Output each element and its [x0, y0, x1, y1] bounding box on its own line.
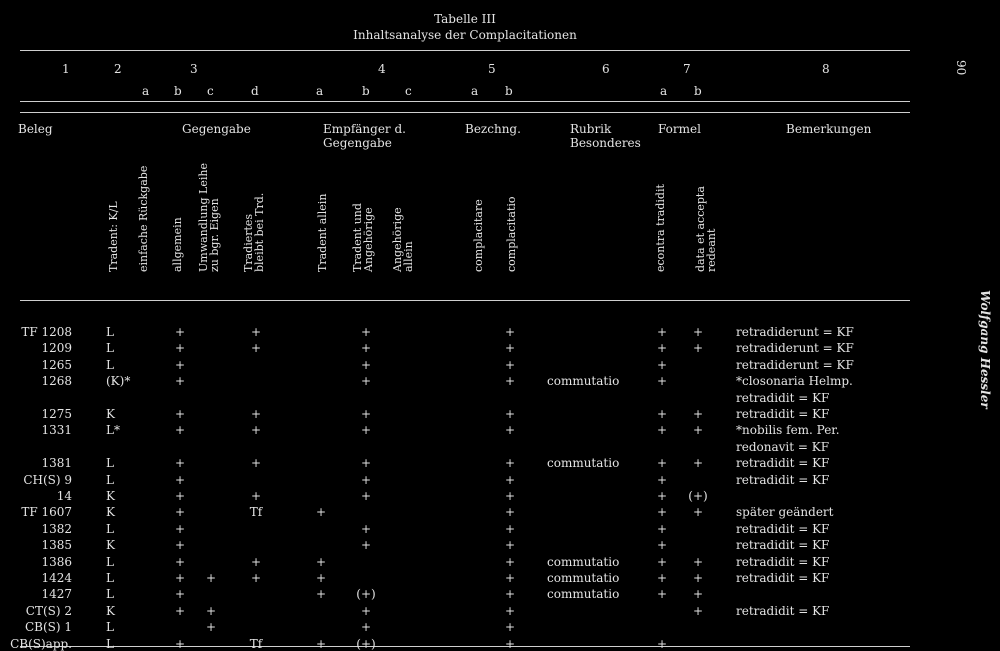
row-tradent-kl: L: [106, 456, 114, 471]
rotated-header-line: Tradent: K/L: [107, 201, 120, 272]
row-mark-trd: +: [250, 407, 262, 421]
row-mark-cplo: +: [504, 472, 516, 487]
row-mark-allg: +: [174, 472, 186, 487]
rotated-header: [108, 201, 119, 272]
rotated-header-line: Angehörige: [362, 207, 375, 272]
row-mark-data: +: [692, 456, 704, 471]
row-mark-allg: +: [174, 571, 186, 585]
rotated-header-line: Umwandlung Leihe: [197, 163, 210, 272]
rotated-header-line: einfache Rückgabe: [137, 165, 150, 272]
row-mark-data: +: [692, 325, 704, 339]
header-empfaenger-2: Gegengabe: [323, 136, 392, 150]
row-rubrik: commutatio: [547, 374, 620, 389]
row-tradent-kl: (K)*: [106, 374, 131, 389]
table-subtitle: Inhaltsanalyse der Complacitationen: [353, 28, 577, 42]
header-rubrik-1: Rubrik: [570, 122, 612, 136]
row-mark-econ: +: [656, 554, 668, 569]
row-tradent-kl: L: [106, 620, 114, 635]
column-sub-letter: c: [405, 84, 412, 98]
column-number: 1: [62, 62, 70, 76]
rotated-header: [655, 184, 666, 272]
row-mark-ang: +: [360, 456, 372, 471]
row-mark-allg: +: [174, 521, 186, 536]
row-rubrik: commutatio: [547, 554, 620, 569]
running-head: Wolfgang Hessler: [978, 290, 992, 409]
rule-under-headers: [20, 112, 910, 113]
row-mark-cplo: +: [504, 538, 516, 553]
row-mark-trd: +: [250, 325, 262, 339]
row-beleg: TF 1208: [21, 325, 72, 339]
row-mark-cplo: +: [504, 603, 516, 618]
column-sub-letter: b: [694, 84, 702, 98]
row-beleg: 1386: [41, 554, 72, 569]
rotated-header-line: econtra tradidit: [654, 184, 667, 272]
row-mark-trd: +: [250, 456, 262, 471]
rotated-header-line: bleibt bei Trd.: [253, 192, 266, 272]
row-mark-umw: +: [205, 603, 217, 618]
row-mark-cplo: +: [504, 407, 516, 421]
column-number: 8: [822, 62, 830, 76]
row-mark-econ: +: [656, 374, 668, 389]
row-mark-data: +: [692, 554, 704, 569]
column-sub-letter: b: [505, 84, 513, 98]
row-beleg: 1424: [41, 571, 72, 585]
row-mark-cplo: +: [504, 505, 516, 520]
row-bemerkung: retradidit = KF: [736, 538, 830, 553]
column-sub-letter: c: [207, 84, 214, 98]
rotated-header: [352, 203, 374, 272]
rotated-header: [506, 196, 517, 272]
column-number: 7: [683, 62, 691, 76]
rotated-header: [695, 186, 717, 272]
row-bemerkung: später geändert: [736, 505, 834, 520]
row-mark-trd: Tf: [249, 636, 263, 651]
page-number: 90: [954, 60, 968, 76]
row-beleg: 1268: [41, 374, 72, 389]
rotated-header-line: data et accepta: [694, 186, 707, 272]
row-mark-trd: +: [250, 489, 262, 503]
rotated-header-line: Tradent und: [351, 203, 364, 272]
row-mark-allg: +: [174, 341, 186, 356]
row-bemerkung: retradiderunt = KF: [736, 357, 854, 372]
row-mark-econ: +: [656, 538, 668, 553]
row-tradent-kl: K: [106, 407, 115, 421]
row-mark-cplo: +: [504, 456, 516, 471]
row-tradent-kl: K: [106, 603, 115, 618]
row-mark-umw: +: [205, 620, 217, 635]
row-beleg: 1382: [41, 521, 72, 536]
column-number: 6: [602, 62, 610, 76]
row-mark-ang: +: [360, 341, 372, 356]
header-empfaenger-1: Empfänger d.: [323, 122, 406, 136]
row-mark-data: +: [692, 341, 704, 356]
row-mark-allg: +: [174, 603, 186, 618]
row-mark-tall: +: [315, 587, 327, 602]
row-mark-cplo: +: [504, 587, 516, 602]
row-beleg: CT(S) 2: [25, 603, 72, 618]
column-sub-letter: a: [471, 84, 479, 98]
row-mark-tall: +: [315, 571, 327, 585]
row-mark-trd: Tf: [249, 505, 263, 520]
row-mark-econ: +: [656, 521, 668, 536]
row-beleg: 1385: [41, 538, 72, 553]
row-tradent-kl: L: [106, 472, 114, 487]
row-mark-cplo: +: [504, 554, 516, 569]
row-bemerkung: *nobilis fem. Per.: [736, 423, 840, 438]
row-bemerkung: *closonaria Helmp.: [736, 374, 853, 389]
row-mark-cplo: +: [504, 620, 516, 635]
row-mark-ang: +: [360, 620, 372, 635]
rotated-header: [317, 194, 328, 272]
row-mark-allg: +: [174, 423, 186, 438]
row-bemerkung: retradiderunt = KF: [736, 325, 854, 339]
column-sub-letter: b: [362, 84, 370, 98]
row-mark-allg: +: [174, 636, 186, 651]
row-mark-data: (+): [688, 489, 708, 503]
row-mark-tall: +: [315, 554, 327, 569]
rotated-header-line: complacitare: [472, 199, 485, 272]
row-mark-trd: +: [250, 571, 262, 585]
row-mark-data: +: [692, 603, 704, 618]
column-sub-letter: a: [142, 84, 150, 98]
column-number: 2: [114, 62, 122, 76]
row-mark-econ: +: [656, 456, 668, 471]
row-mark-ang: +: [360, 374, 372, 389]
row-beleg: CB(S) 1: [24, 620, 72, 635]
row-bemerkung: retradidit = KF: [736, 390, 830, 405]
row-mark-ang: (+): [356, 636, 376, 651]
rotated-header: [243, 193, 265, 272]
row-mark-ang: +: [360, 423, 372, 438]
rule-bottom: [20, 646, 910, 647]
header-gegengabe: Gegengabe: [182, 122, 251, 136]
column-number: 5: [488, 62, 496, 76]
row-beleg: 1275: [41, 407, 72, 421]
row-mark-ang: +: [360, 472, 372, 487]
row-mark-econ: +: [656, 636, 668, 651]
row-mark-ang: +: [360, 325, 372, 339]
header-rubrik-2: Besonderes: [570, 136, 641, 150]
column-number: 3: [190, 62, 198, 76]
row-mark-econ: +: [656, 472, 668, 487]
row-mark-ang: +: [360, 489, 372, 503]
rotated-header-line: Tradiertes: [242, 213, 255, 272]
row-mark-econ: +: [656, 341, 668, 356]
rotated-header: [172, 217, 183, 272]
rule-top: [20, 50, 910, 51]
row-beleg: TF 1607: [21, 505, 72, 520]
header-formel: Formel: [658, 122, 701, 136]
row-mark-data: +: [692, 587, 704, 602]
row-beleg: CH(S) 9: [23, 472, 72, 487]
row-mark-ang: (+): [356, 587, 376, 602]
row-tradent-kl: L*: [106, 423, 120, 438]
column-sub-letter: b: [174, 84, 182, 98]
row-bemerkung: redonavit = KF: [736, 439, 830, 454]
row-mark-econ: +: [656, 505, 668, 520]
row-mark-allg: +: [174, 505, 186, 520]
row-mark-allg: +: [174, 587, 186, 602]
row-mark-cplo: +: [504, 423, 516, 438]
row-bemerkung: retradiderunt = KF: [736, 341, 854, 356]
row-tradent-kl: K: [106, 489, 115, 503]
row-mark-allg: +: [174, 374, 186, 389]
row-beleg: 1265: [41, 357, 72, 372]
row-tradent-kl: L: [106, 636, 114, 651]
row-mark-allg: +: [174, 456, 186, 471]
row-mark-ang: +: [360, 521, 372, 536]
row-mark-tall: +: [315, 505, 327, 520]
rotated-header: [138, 166, 149, 272]
row-mark-ang: +: [360, 357, 372, 372]
row-mark-data: +: [692, 407, 704, 421]
row-mark-trd: +: [250, 423, 262, 438]
column-sub-letter: a: [660, 84, 668, 98]
row-mark-allg: +: [174, 538, 186, 553]
row-beleg: 1209: [41, 341, 72, 356]
row-mark-ang: +: [360, 538, 372, 553]
rotated-header-line: Angehörige: [391, 207, 404, 272]
row-mark-ang: +: [360, 407, 372, 421]
row-mark-umw: +: [205, 571, 217, 585]
row-tradent-kl: L: [106, 587, 114, 602]
row-tradent-kl: L: [106, 554, 114, 569]
rotated-header-line: Tradent allein: [316, 193, 329, 272]
row-rubrik: commutatio: [547, 456, 620, 471]
row-mark-allg: +: [174, 554, 186, 569]
rotated-header-line: allgemein: [171, 217, 184, 272]
row-mark-data: +: [692, 571, 704, 585]
row-tradent-kl: L: [106, 341, 114, 356]
rotated-header-line: allein: [402, 241, 415, 272]
rule-under-letters: [20, 101, 910, 102]
row-tradent-kl: L: [106, 325, 114, 339]
row-bemerkung: retradidit = KF: [736, 571, 830, 585]
row-mark-cplo: +: [504, 636, 516, 651]
row-mark-cplo: +: [504, 521, 516, 536]
rule-body-start: [20, 300, 910, 301]
row-bemerkung: retradidit = KF: [736, 456, 830, 471]
row-mark-trd: +: [250, 554, 262, 569]
row-mark-allg: +: [174, 489, 186, 503]
table-title: Tabelle III: [434, 12, 496, 26]
rotated-header-line: redeant: [705, 228, 718, 272]
row-tradent-kl: K: [106, 538, 115, 553]
row-mark-cplo: +: [504, 571, 516, 585]
row-mark-cplo: +: [504, 325, 516, 339]
row-mark-allg: +: [174, 325, 186, 339]
row-mark-econ: +: [656, 325, 668, 339]
row-bemerkung: retradidit = KF: [736, 603, 830, 618]
row-mark-cplo: +: [504, 374, 516, 389]
row-bemerkung: retradidit = KF: [736, 521, 830, 536]
row-mark-ang: +: [360, 603, 372, 618]
rotated-header-line: complacitatio: [505, 196, 518, 272]
row-tradent-kl: L: [106, 357, 114, 372]
row-beleg: CB(S)app.: [10, 636, 72, 651]
row-beleg: 1331: [41, 423, 72, 438]
row-tradent-kl: L: [106, 521, 114, 536]
rotated-header: [392, 207, 414, 272]
row-rubrik: commutatio: [547, 571, 620, 585]
row-mark-econ: +: [656, 587, 668, 602]
row-bemerkung: retradidit = KF: [736, 472, 830, 487]
row-mark-allg: +: [174, 357, 186, 372]
header-bemerkungen: Bemerkungen: [786, 122, 872, 136]
column-sub-letter: d: [251, 84, 259, 98]
row-bemerkung: retradidit = KF: [736, 407, 830, 421]
row-mark-cplo: +: [504, 489, 516, 503]
row-mark-allg: +: [174, 407, 186, 421]
rotated-header: [473, 199, 484, 272]
rotated-header-line: zu bgr. Eigen: [208, 198, 221, 272]
row-mark-econ: +: [656, 357, 668, 372]
row-mark-cplo: +: [504, 357, 516, 372]
row-rubrik: commutatio: [547, 587, 620, 602]
row-mark-econ: +: [656, 407, 668, 421]
row-beleg: 1381: [41, 456, 72, 471]
row-tradent-kl: L: [106, 571, 114, 585]
row-mark-cplo: +: [504, 341, 516, 356]
row-mark-data: +: [692, 423, 704, 438]
row-mark-econ: +: [656, 423, 668, 438]
row-tradent-kl: K: [106, 505, 115, 520]
row-beleg: 14: [56, 489, 72, 503]
row-mark-trd: +: [250, 341, 262, 356]
column-sub-letter: a: [316, 84, 324, 98]
row-mark-data: +: [692, 505, 704, 520]
row-bemerkung: retradidit = KF: [736, 554, 830, 569]
row-mark-econ: +: [656, 489, 668, 503]
row-mark-econ: +: [656, 571, 668, 585]
rotated-header: [198, 163, 220, 272]
header-beleg: Beleg: [18, 122, 53, 136]
row-beleg: 1427: [41, 587, 72, 602]
row-mark-tall: +: [315, 636, 327, 651]
header-bezchng: Bezchng.: [465, 122, 521, 136]
column-number: 4: [378, 62, 386, 76]
